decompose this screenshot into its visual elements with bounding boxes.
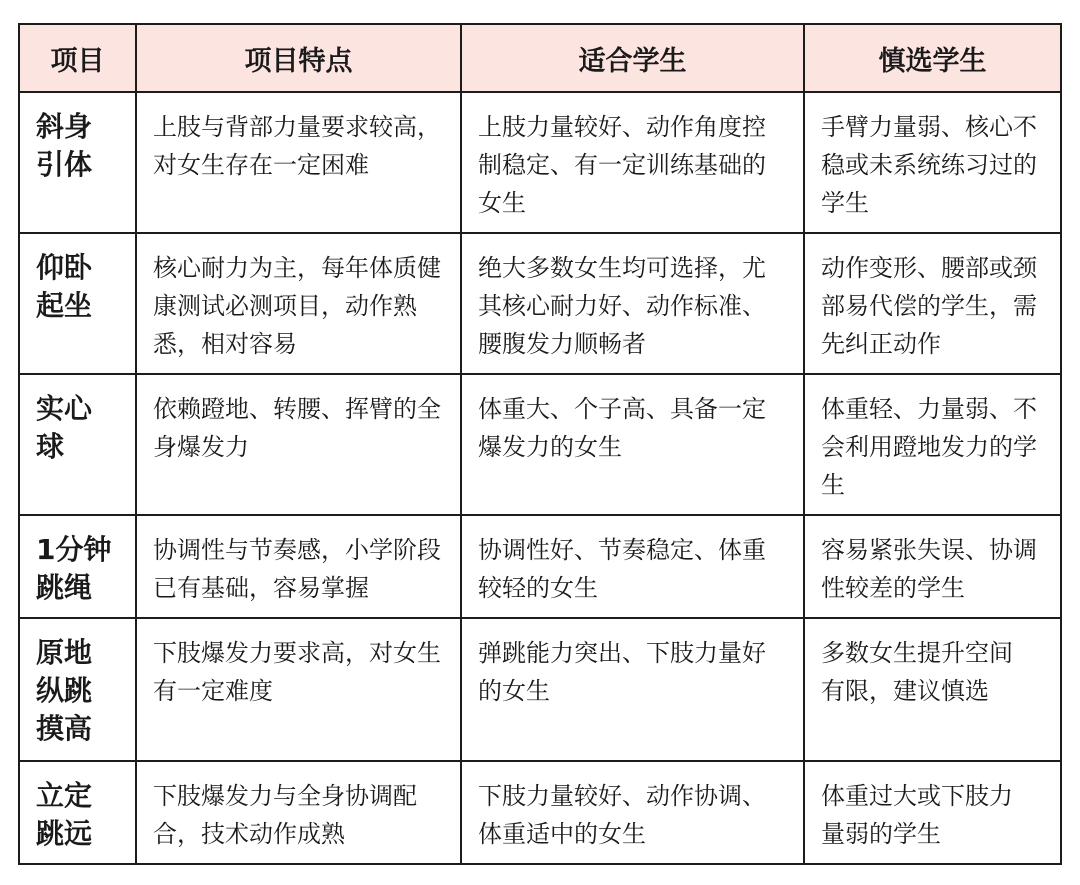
item-name: 实心球 — [36, 392, 93, 463]
features-text: 依赖蹬地、转腰、挥臂的全身爆发力 — [153, 395, 441, 461]
item-cell — [19, 618, 136, 761]
cautious-text: 动作变形、腰部或颈部易代偿的学生，需先纠正动作 — [821, 254, 1037, 358]
item-name: 立定跳远 — [36, 779, 93, 850]
header-suitable: 适合学生 — [461, 24, 804, 92]
cautious-cell — [804, 515, 1061, 618]
features-cell — [136, 92, 461, 233]
header-features: 项目特点 — [136, 24, 461, 92]
table-row — [19, 92, 1061, 233]
suitable-cell — [461, 374, 804, 515]
suitable-text: 体重大、个子高、具备一定爆发力的女生 — [478, 395, 766, 461]
item-cell — [19, 233, 136, 374]
suitable-cell — [461, 515, 804, 618]
table-row — [19, 374, 1061, 515]
item-cell — [19, 374, 136, 515]
header-item: 项目 — [19, 24, 136, 92]
features-text: 下肢爆发力与全身协调配合，技术动作成熟 — [153, 782, 417, 848]
item-name: 原地纵跳摸高 — [36, 636, 93, 745]
features-cell — [136, 374, 461, 515]
features-cell — [136, 761, 461, 864]
suitable-text: 协调性好、节奏稳定、体重较轻的女生 — [478, 536, 766, 602]
item-name: 仰卧起坐 — [36, 251, 93, 322]
features-text: 下肢爆发力要求高，对女生有一定难度 — [153, 639, 441, 705]
suitable-cell — [461, 761, 804, 864]
header-row — [19, 24, 1061, 92]
table-row — [19, 618, 1061, 761]
table-body — [19, 92, 1061, 864]
cautious-cell — [804, 374, 1061, 515]
features-text: 核心耐力为主，每年体质健康测试必测项目，动作熟悉，相对容易 — [153, 254, 441, 358]
suitable-cell — [461, 92, 804, 233]
suitable-text: 弹跳能力突出、下肢力量好的女生 — [478, 639, 766, 705]
cautious-text: 体重轻、力量弱、不会利用蹬地发力的学生 — [821, 395, 1037, 499]
features-cell — [136, 618, 461, 761]
features-text: 协调性与节奏感，小学阶段已有基础，容易掌握 — [153, 536, 441, 602]
table-row — [19, 761, 1061, 864]
features-cell — [136, 515, 461, 618]
sports-selection-table — [18, 23, 1062, 865]
cautious-cell — [804, 761, 1061, 864]
header-cautious: 慎选学生 — [804, 24, 1061, 92]
suitable-text: 下肢力量较好、动作协调、体重适中的女生 — [478, 782, 766, 848]
cautious-cell — [804, 233, 1061, 374]
cautious-text: 多数女生提升空间有限，建议慎选 — [821, 639, 1013, 705]
table-row — [19, 233, 1061, 374]
suitable-cell — [461, 233, 804, 374]
item-name: 1分钟跳绳 — [36, 533, 112, 604]
item-cell — [19, 515, 136, 618]
item-name: 斜身引体 — [36, 110, 93, 181]
features-cell — [136, 233, 461, 374]
cautious-text: 手臂力量弱、核心不稳或未系统练习过的学生 — [821, 113, 1037, 217]
suitable-cell — [461, 618, 804, 761]
cautious-text: 体重过大或下肢力量弱的学生 — [821, 782, 1013, 848]
suitable-text: 绝大多数女生均可选择，尤其核心耐力好、动作标准、腰腹发力顺畅者 — [478, 254, 766, 358]
item-cell — [19, 761, 136, 864]
table-row — [19, 515, 1061, 618]
features-text: 上肢与背部力量要求较高，对女生存在一定困难 — [153, 113, 441, 179]
item-cell — [19, 92, 136, 233]
cautious-cell — [804, 92, 1061, 233]
cautious-text: 容易紧张失误、协调性较差的学生 — [821, 536, 1037, 602]
suitable-text: 上肢力量较好、动作角度控制稳定、有一定训练基础的女生 — [478, 113, 766, 217]
table-header — [19, 24, 1061, 92]
cautious-cell — [804, 618, 1061, 761]
